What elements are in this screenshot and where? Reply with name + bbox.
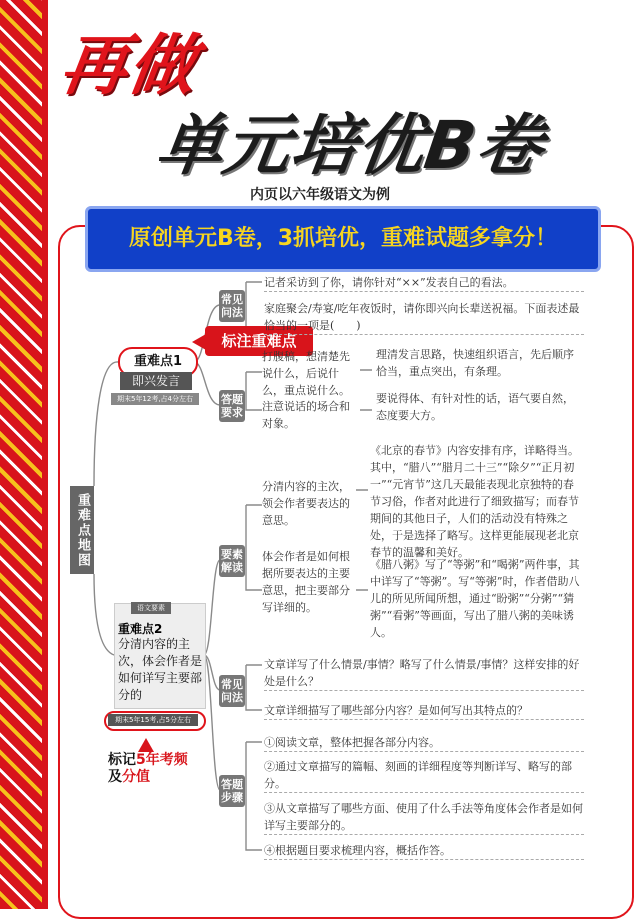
- key-points-map-label: 重难点地图: [70, 486, 94, 574]
- key-point-2-tag: 语文要素: [131, 602, 171, 614]
- callout-arrow: [192, 334, 206, 350]
- s1-question-2: 家庭聚会/寿宴/吃年夜饭时，请你即兴向长辈送祝福。下面表述最恰当的一项是( ): [264, 300, 584, 335]
- subtitle: 内页以六年级语文为例: [250, 187, 390, 203]
- mark-text-b: 5年考频: [136, 752, 188, 768]
- key-point-2-body: 分清内容的主次，体会作者是如何详写主要部分的: [118, 637, 203, 702]
- callout-arrow-up: [138, 738, 154, 752]
- s2-right-1: 《北京的春节》内容安排有序，详略得当。其中，“腊八”“腊月二十三”“除夕”“正月初一”“元宵节”这几天最能表现北京独特的春节习俗，作者对此进行了细致描写；而春节期间的其他日子，人们的活动没有特殊之处，于是选择了略写。这样更能展现老北京春节的温馨和美好。: [370, 444, 579, 559]
- category-element-interpretation: 要素解读: [219, 545, 245, 577]
- key-point-2-stat: 期末5年15考,占5分左右: [108, 714, 198, 726]
- s1-mid-2: 注意说话的场合和对象。: [262, 400, 350, 430]
- mark-text-c: 及: [108, 769, 122, 785]
- callout-mark-frequency: [108, 752, 188, 786]
- s1-mid-1: 打腹稿，想清楚先说什么，后说什么，重点说什么。: [262, 350, 350, 397]
- s1-right-2: 要说得体、有针对性的话，语气要自然，态度要大方。: [376, 392, 574, 422]
- title-line2: 单元培优B卷: [151, 107, 549, 184]
- key-point-1-topic: 即兴发言: [120, 372, 192, 390]
- callout-mark-key-point: 标注重难点: [205, 326, 313, 356]
- s4-step-3: ③从文章描写了哪些方面、使用了什么手法等角度体会作者是如何详写主要部分的。: [264, 800, 584, 835]
- promo-banner: 原创单元B卷，3抓培优，重难试题多拿分！: [85, 206, 601, 272]
- title-line1: 再做: [55, 27, 203, 104]
- s4-step-2: ②通过文章描写的篇幅、刻画的详细程度等判断详写、略写的部分。: [264, 758, 584, 793]
- category-answer-requirements: 答题要求: [219, 390, 245, 422]
- key-point-2-title: 重难点2: [118, 622, 163, 636]
- s2-mid-2: 体会作者是如何根据所要表达的主要意思，把主要部分写详细的。: [262, 550, 350, 614]
- category-common-questions-1: 常见问法: [219, 290, 245, 322]
- s4-step-1: ①阅读文章，整体把握各部分内容。: [264, 734, 584, 752]
- s3-question-2: 文章详细描写了哪些部分内容？是如何写出其特点的？: [264, 702, 584, 720]
- mark-text-a: 标记: [108, 752, 136, 768]
- mark-text-d: 分值: [122, 769, 150, 785]
- category-answer-steps: 答题步骤: [219, 775, 245, 807]
- s2-right-2: 《腊八粥》写了“等粥”和“喝粥”两件事，其中详写了“等粥”。写“等粥”时，作者借助八儿的所见所闻所想，通过“盼粥”“分粥”“猜粥”“看粥”等画面，写出了腊八粥的美味诱人。: [370, 558, 580, 639]
- key-point-1-stat: 期末5年12考,占4分左右: [111, 393, 199, 405]
- key-point-1-title: 重难点1: [118, 347, 198, 377]
- category-common-questions-2: 常见问法: [219, 675, 245, 707]
- s3-question-1: 文章详写了什么情景/事情？略写了什么情景/事情？这样安排的好处是什么？: [264, 656, 584, 691]
- s1-right-1: 理清发言思路，快速组织语言，先后顺序恰当，重点突出，有条理。: [376, 348, 574, 378]
- s2-mid-1: 分清内容的主次，领会作者要表达的意思。: [262, 480, 350, 527]
- s1-question-1: 记者采访到了你，请你针对“××”发表自己的看法。: [264, 274, 584, 292]
- s4-step-4: ④根据题目要求梳理内容，概括作答。: [264, 842, 584, 860]
